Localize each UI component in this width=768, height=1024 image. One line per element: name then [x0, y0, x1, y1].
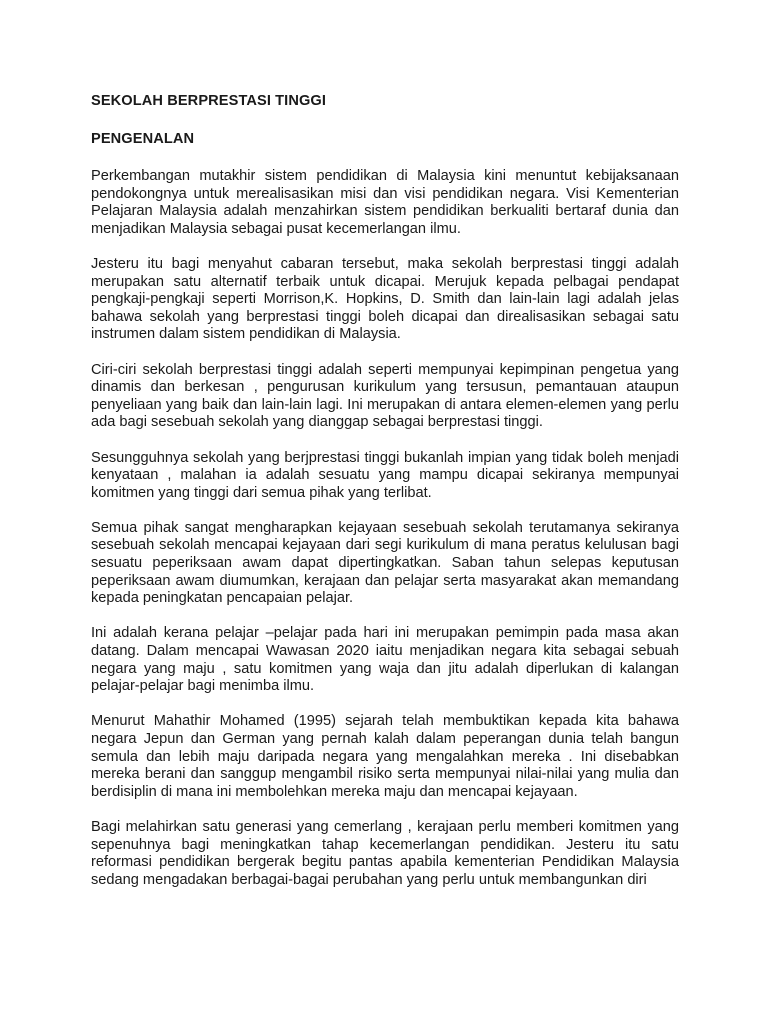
paragraph: Ciri-ciri sekolah berprestasi tinggi adalah seperti mempunyai kepimpinan pengetua yang dinamis dan berkesan , pengurusan kurikulum yang tersusun, pemantauan ataupun penyeliaan yang baik dan lain-lain lagi. Ini merupakan di antara elemen-elemen yang perlu ada bagi sesebuah sekolah yang dianggap sebagai berprestasi tinggi.: [91, 361, 679, 431]
paragraph: Semua pihak sangat mengharapkan kejayaan sesebuah sekolah terutamanya sekiranya sesebuah sekolah mencapai kejayaan dari segi kurikulum di mana peratus kelulusan bagi sesuatu peperiksaan awam dapat dipertingkatkan. Saban tahun selepas keputusan peperiksaan awam diumumkan, kerajaan dan pelajar serta masyarakat akan memandang kepada peningkatan pencapaian pelajar.: [91, 519, 679, 607]
document-title: SEKOLAH BERPRESTASI TINGGI: [91, 93, 327, 109]
document-body: [91, 92, 679, 889]
paragraph: Menurut Mahathir Mohamed (1995) sejarah telah membuktikan kepada kita bahawa negara Jepun dan German yang pernah kalah dalam peperangan dunia telah bangun semula dan lebih maju daripada negara yang mengalahkan mereka . Ini disebabkan mereka berani dan sanggup mengambil risiko serta mempunyai nilai-nilai yang mulia dan berdisiplin di mana ini membolehkan mereka maju dan mencapai kejayaan.: [91, 713, 679, 800]
paragraph: Jesteru itu bagi menyahut cabaran tersebut, maka sekolah berprestasi tinggi adalah merupakan satu alternatif terbaik untuk dicapai. Merujuk kepada pelbagai pendapat pengkaji-pengkaji seperti Morrison,K. Hopkins, D. Smith dan lain-lain lagi adalah jelas bahawa sekolah yang berprestasi tinggi boleh dicapai dan direalisasikan sebagai satu instrumen dalam sistem pendidikan di Malaysia.: [91, 255, 679, 343]
section-heading: PENGENALAN: [91, 131, 195, 147]
paragraph: Bagi melahirkan satu generasi yang cemerlang , kerajaan perlu memberi komitmen yang sepenuhnya bagi meningkatkan tahap kecemerlangan pendidikan. Jesteru itu satu reformasi pendidikan bergerak begitu pantas apabila kementerian Pendidikan Malaysia sedang mengadakan berbagai-bagai perubahan yang perlu untuk membangunkan diri: [91, 818, 679, 888]
paragraph: Ini adalah kerana pelajar –pelajar pada hari ini merupakan pemimpin pada masa akan datang. Dalam mencapai Wawasan 2020 iaitu menjadikan negara kita sebagai sebuah negara yang maju , satu komitmen yang waja dan jitu adalah diperlukan di kalangan pelajar-pelajar bagi menimba ilmu.: [91, 625, 679, 695]
paragraph: Perkembangan mutakhir sistem pendidikan di Malaysia kini menuntut kebijaksanaan pendokongnya untuk merealisasikan misi dan visi pendidikan negara. Visi Kementerian Pelajaran Malaysia adalah menzahirkan sistem pendidikan berkualiti bertaraf dunia dan menjadikan Malaysia sebagai pusat kecemerlangan ilmu.: [91, 168, 679, 237]
paragraph: Sesungguhnya sekolah yang berjprestasi tinggi bukanlah impian yang tidak boleh menjadi kenyataan , malahan ia adalah sesuatu yang mampu dicapai sekiranya mempunyai komitmen yang tinggi dari semua pihak yang terlibat.: [91, 449, 679, 501]
